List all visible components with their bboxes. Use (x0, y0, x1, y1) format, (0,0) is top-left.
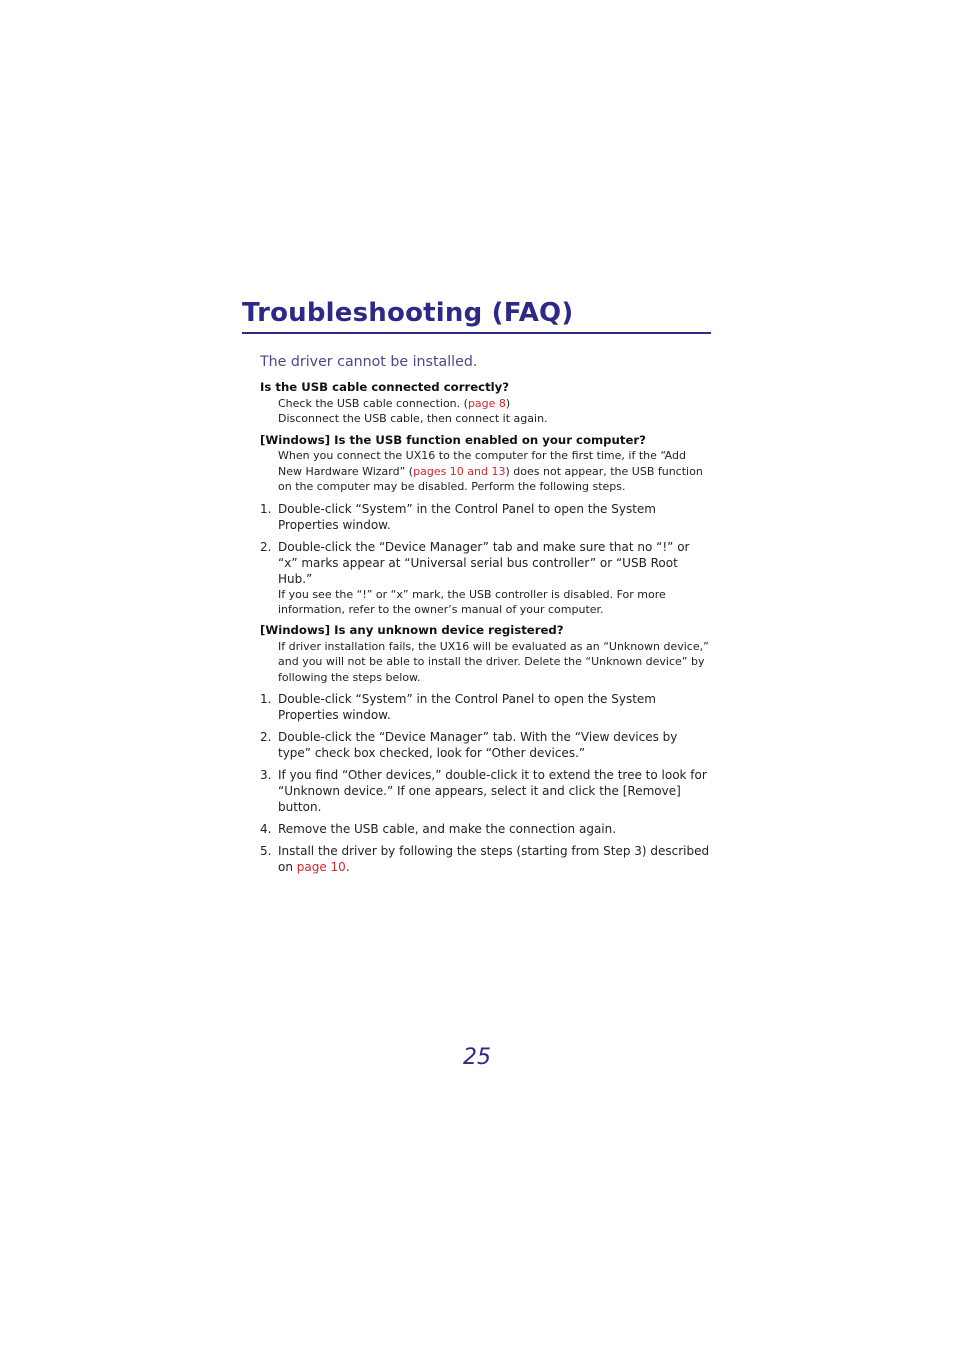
answer-usb-cable-line1: Check the USB cable connection. (page 8) (278, 396, 511, 410)
list-item: 2. Double-click the “Device Manager” tab and make sure that no “!” or “x” marks appear at “Universal serial bus controller” or “USB Root Hub.” If you see the “!” or “x” mark, the USB controller is disabled. For more information, refer to the owner’s manual of your computer. (260, 539, 712, 618)
page-number: 25 (463, 1045, 491, 1070)
answer-unknown-device: If driver installation fails, the UX16 will be evaluated as an “Unknown device,” and you will not be able to install the driver. Delete the “Unknown device” by following the steps below. (278, 639, 709, 684)
list-item: 1. Double-click “System” in the Control Panel to open the System Properties window. (260, 692, 656, 723)
steps-usb-function (260, 501, 712, 618)
answer-usb-cable-line2: Disconnect the USB cable, then connect it again. (278, 412, 548, 425)
link-pages-10-13[interactable]: pages 10 and 13 (413, 464, 506, 478)
list-item: 4. Remove the USB cable, and make the connection again. (260, 822, 617, 837)
page-title: Troubleshooting (FAQ) (242, 296, 711, 334)
steps-unknown-device (260, 691, 712, 875)
section-heading: The driver cannot be installed. (260, 354, 478, 370)
question-unknown-device: [Windows] Is any unknown device registered? (260, 623, 564, 638)
question-usb-cable: Is the USB cable connected correctly? (260, 380, 510, 394)
list-item: 1. Double-click “System” in the Control Panel to open the System Properties window. (260, 501, 656, 532)
list-item: 3. If you find “Other devices,” double-click it to extend the tree to look for “Unknown device.” If one appears, select it and click the [Remove] button. (260, 768, 707, 815)
question-usb-function: [Windows] Is the USB function enabled on your computer? (260, 432, 646, 447)
link-page-10[interactable]: page 10 (296, 860, 346, 875)
list-item: 5. Install the driver by following the steps (starting from Step 3) described on page 10. (260, 844, 710, 875)
faq-content (260, 352, 712, 875)
link-page-8[interactable]: page 8 (467, 396, 506, 410)
step-note: If you see the “!” or “x” mark, the USB controller is disabled. For more information, refer to the owner’s manual of your computer. (278, 587, 666, 616)
list-item: 2. Double-click the “Device Manager” tab. With the “View devices by type” check box checked, look for “Other devices.” (260, 730, 678, 761)
answer-usb-function: When you connect the UX16 to the computer for the first time, if the “Add New Hardware Wizard” (pages 10 and 13) does not appear, the USB function on the computer may be disabled. Perform the following steps. (278, 449, 703, 493)
